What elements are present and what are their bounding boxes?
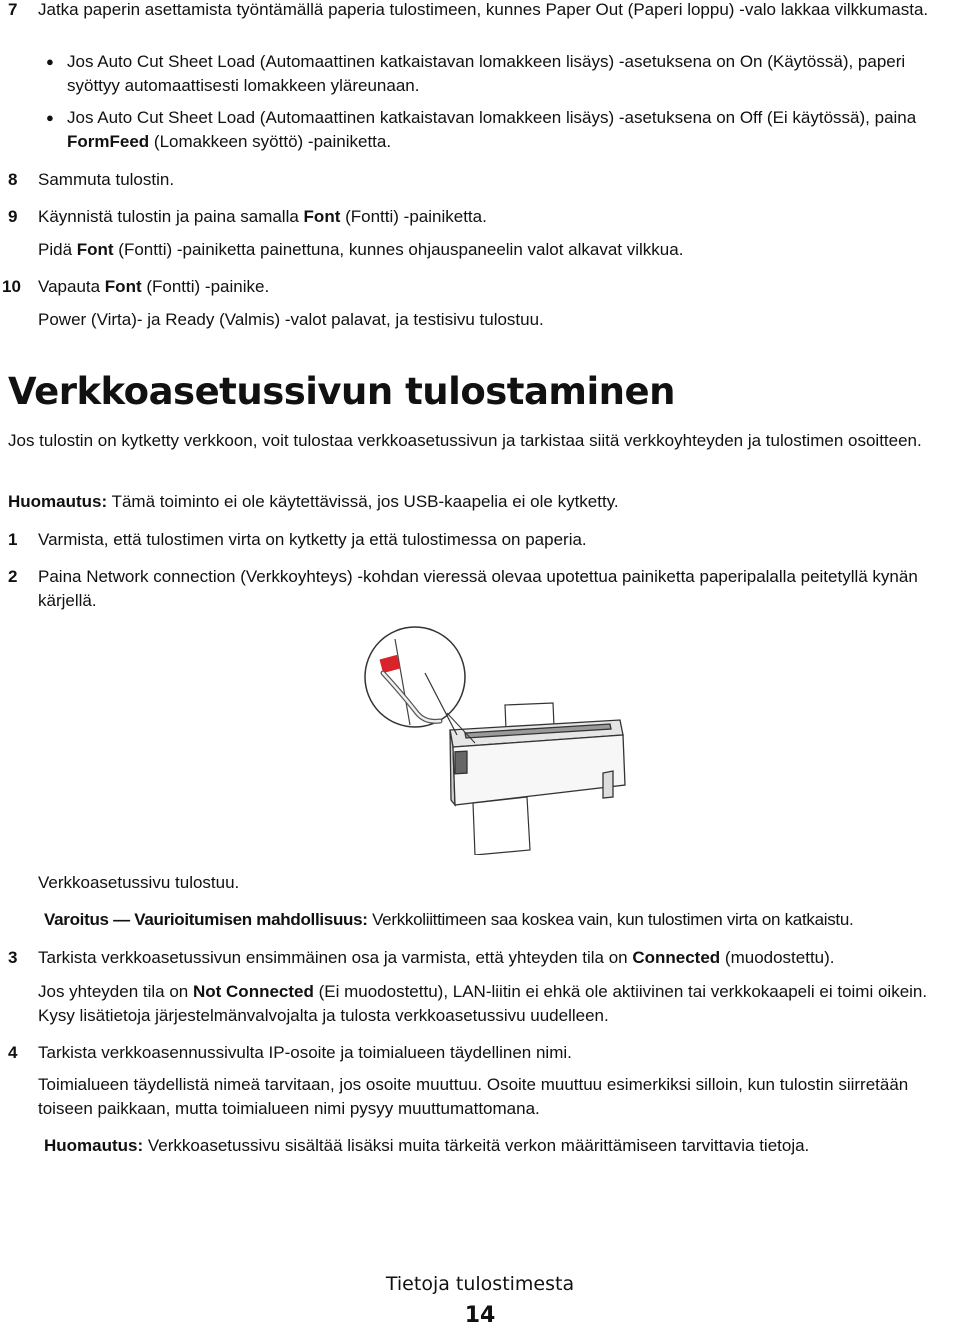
step-text: Paina Network connection (Verkkoyhteys) -kohdan vieressä olevaa upotettua painiketta paperipalalla peitetyllä kynän kärjellä. bbox=[38, 567, 918, 610]
printer-network-illustration bbox=[355, 625, 655, 855]
bullet-icon: ● bbox=[46, 54, 54, 69]
warning: Varoitus — Vaurioitumisen mahdollisuus: Verkkoliittimeen saa koskea vain, kun tulostimen virta on katkaistu. bbox=[44, 910, 854, 929]
step-text: Tarkista verkkoasennussivulta IP-osoite ja toimialueen täydellinen nimi. bbox=[38, 1043, 572, 1062]
step-text: Vapauta Font (Fontti) -painike. bbox=[38, 277, 270, 296]
step-number: 7 bbox=[8, 0, 18, 19]
step-number: 8 bbox=[8, 170, 18, 189]
final-note: Huomautus: Verkkoasetussivu sisältää lisäksi muita tärkeitä verkon määrittämiseen tarvittavia tietoja. bbox=[44, 1136, 810, 1155]
step-note: Jos yhteyden tila on Not Connected (Ei muodostettu), LAN-liitin ei ehkä ole aktiivinen tai verkkokaapeli ei toimi oikein. Kysy lisätietoja järjestelmänvalvojalta ja tulosta verkkoasetussivu uudelleen. bbox=[38, 982, 928, 1025]
result-text: Verkkoasetussivu tulostuu. bbox=[38, 873, 240, 892]
step-text: Sammuta tulostin. bbox=[38, 170, 175, 189]
step-note: Toimialueen täydellistä nimeä tarvitaan, jos osoite muuttuu. Osoite muuttuu esimerkiksi silloin, kun tulostin siirretään toiseen paikkaan, mutta toimialueen nimi pysyy muuttumattomana. bbox=[38, 1075, 909, 1118]
step-text: Varmista, että tulostimen virta on kytketty ja että tulostimessa on paperia. bbox=[38, 530, 587, 549]
step-text: Käynnistä tulostin ja paina samalla Font (Fontti) -painiketta. bbox=[38, 207, 487, 226]
bullet-text: Jos Auto Cut Sheet Load (Automaattinen katkaistavan lomakkeen lisäys) -asetuksena on On (Käytössä), paperi syöttyy automaattisesti lomakkeen yläreunaan. bbox=[67, 52, 906, 95]
bullet-icon: ● bbox=[46, 110, 54, 125]
step-number: 10 bbox=[2, 277, 21, 296]
section-heading: Verkkoasetussivun tulostaminen bbox=[8, 370, 675, 413]
intro-paragraph: Jos tulostin on kytketty verkkoon, voit tulostaa verkkoasetussivun ja tarkistaa siitä verkkoyhteyden ja tulostimen osoitteen. bbox=[8, 431, 922, 450]
page-number: 14 bbox=[464, 1303, 496, 1328]
step-number: 4 bbox=[8, 1043, 18, 1062]
step-text: Tarkista verkkoasetussivun ensimmäinen osa ja varmista, että yhteyden tila on Connected (muodostettu). bbox=[38, 948, 835, 967]
step-text: Jatka paperin asettamista työntämällä paperia tulostimeen, kunnes Paper Out (Paperi loppu) -valo lakkaa vilkkumasta. bbox=[38, 0, 929, 19]
zoom-circle bbox=[365, 627, 465, 735]
step-number: 9 bbox=[8, 207, 18, 226]
step-number: 1 bbox=[8, 530, 18, 549]
bullet-text: Jos Auto Cut Sheet Load (Automaattinen katkaistavan lomakkeen lisäys) -asetuksena on Off (Ei käytössä), paina FormFeed (Lomakkeen syöttö) -painiketta. bbox=[67, 108, 917, 151]
footer-title: Tietoja tulostimesta bbox=[385, 1273, 575, 1295]
step-note: Pidä Font (Fontti) -painiketta painettuna, kunnes ohjauspaneelin valot alkavat vilkkua. bbox=[38, 240, 684, 259]
step-number: 3 bbox=[8, 948, 18, 967]
printer-body bbox=[450, 720, 625, 805]
note: Huomautus: Tämä toiminto ei ole käytettävissä, jos USB-kaapelia ei ole kytketty. bbox=[8, 492, 619, 511]
step-number: 2 bbox=[8, 567, 18, 586]
step-note: Power (Virta)- ja Ready (Valmis) -valot palavat, ja testisivu tulostuu. bbox=[38, 310, 544, 329]
paper-bottom bbox=[473, 797, 530, 855]
